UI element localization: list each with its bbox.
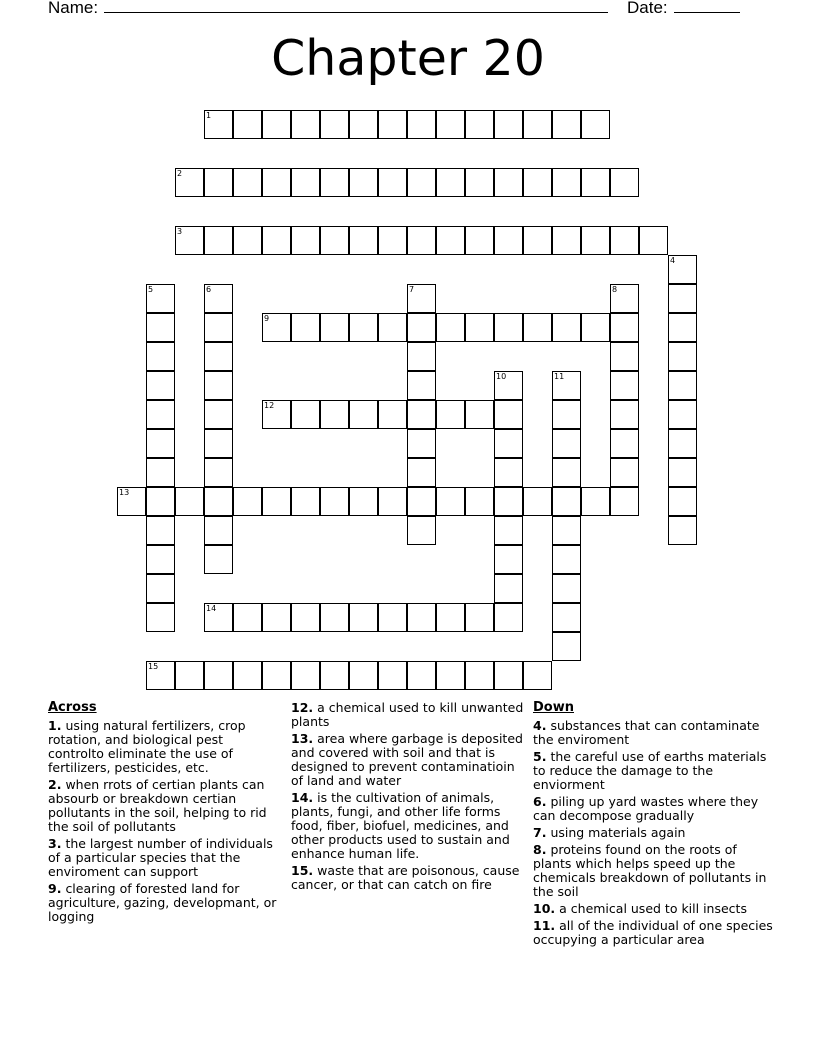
across-clues-continued [291, 701, 527, 895]
grid-cell[interactable] [349, 313, 378, 342]
grid-cell[interactable] [436, 661, 465, 690]
grid-cell[interactable] [291, 661, 320, 690]
across-clue [48, 882, 280, 924]
grid-cell[interactable] [523, 168, 552, 197]
clue-num: 6. [533, 794, 547, 809]
grid-cell[interactable] [146, 458, 175, 487]
clue-num: 4. [533, 718, 547, 733]
grid-cell[interactable] [465, 400, 494, 429]
grid-cell[interactable] [262, 168, 291, 197]
clue-num: 13. [291, 731, 314, 746]
down-clue [533, 902, 773, 916]
grid-cell[interactable] [436, 603, 465, 632]
grid-cell[interactable] [465, 661, 494, 690]
grid-cell[interactable] [175, 487, 204, 516]
grid-cell[interactable] [291, 313, 320, 342]
grid-cell[interactable] [552, 458, 581, 487]
clue-num: 1. [48, 718, 62, 733]
clue-text: a chemical used to kill unwanted plants [291, 700, 524, 729]
grid-cell[interactable] [378, 661, 407, 690]
grid-cell[interactable] [175, 661, 204, 690]
grid-cell[interactable] [291, 168, 320, 197]
grid-cell[interactable] [436, 400, 465, 429]
clue-num: 12. [291, 700, 314, 715]
across-clue [48, 837, 280, 879]
clue-number: 14 [206, 604, 217, 613]
grid-cell[interactable] [407, 110, 436, 139]
clue-num: 14. [291, 790, 314, 805]
clue-text: all of the individual of one species occupying a particular area [533, 918, 773, 947]
clue-text: a chemical used to kill insects [559, 901, 747, 916]
clue-text: proteins found on the roots of plants which helps speed up the chemicals breakdown of pollutants in the soil [533, 842, 767, 899]
grid-cell[interactable] [552, 168, 581, 197]
grid-cell[interactable] [262, 110, 291, 139]
grid-cell[interactable] [204, 400, 233, 429]
grid-cell[interactable] [262, 661, 291, 690]
clue-number: 9 [264, 314, 270, 323]
grid-cell[interactable] [523, 661, 552, 690]
down-clue [533, 750, 773, 792]
clue-num: 7. [533, 825, 547, 840]
down-clue [533, 843, 773, 899]
grid-cell[interactable] [204, 661, 233, 690]
clue-number: 6 [206, 285, 212, 294]
grid-cell[interactable] [349, 226, 378, 255]
clue-number: 2 [177, 169, 183, 178]
grid-cell[interactable] [233, 603, 262, 632]
grid-cell[interactable] [436, 487, 465, 516]
grid-cell[interactable] [407, 516, 436, 545]
grid-cell[interactable] [552, 313, 581, 342]
grid-cell[interactable] [581, 226, 610, 255]
grid-cell[interactable] [320, 400, 349, 429]
grid-cell[interactable] [407, 371, 436, 400]
clue-text: clearing of forested land for agriculture, gazing, developmant, or logging [48, 881, 277, 924]
clue-num: 15. [291, 863, 314, 878]
grid-cell[interactable] [320, 661, 349, 690]
grid-cell[interactable] [349, 603, 378, 632]
grid-cell[interactable] [320, 313, 349, 342]
grid-cell[interactable] [407, 661, 436, 690]
clue-number: 11 [554, 372, 565, 381]
grid-cell[interactable] [146, 603, 175, 632]
grid-cell[interactable] [233, 226, 262, 255]
clue-number: 4 [670, 256, 676, 265]
grid-cell[interactable] [610, 168, 639, 197]
grid-cell[interactable] [349, 168, 378, 197]
grid-cell[interactable] [436, 313, 465, 342]
grid-cell[interactable] [668, 284, 697, 313]
grid-cell[interactable] [204, 429, 233, 458]
grid-cell[interactable] [552, 226, 581, 255]
clue-number: 13 [119, 488, 130, 497]
grid-cell[interactable] [407, 168, 436, 197]
grid-cell[interactable] [320, 487, 349, 516]
grid-cell[interactable] [146, 342, 175, 371]
grid-cell[interactable] [494, 458, 523, 487]
grid-cell[interactable] [610, 458, 639, 487]
grid-cell[interactable] [465, 603, 494, 632]
grid-cell[interactable] [552, 110, 581, 139]
down-clue [533, 919, 773, 947]
grid-cell[interactable] [610, 371, 639, 400]
clue-number: 1 [206, 111, 212, 120]
grid-cell[interactable] [494, 516, 523, 545]
clue-num: 8. [533, 842, 547, 857]
clue-num: 3. [48, 836, 62, 851]
grid-cell[interactable] [668, 371, 697, 400]
grid-cell[interactable] [407, 400, 436, 429]
grid-cell[interactable] [146, 313, 175, 342]
clue-num: 2. [48, 777, 62, 792]
clue-number: 3 [177, 227, 183, 236]
grid-cell[interactable] [204, 516, 233, 545]
grid-cell[interactable] [146, 516, 175, 545]
grid-cell[interactable] [204, 342, 233, 371]
grid-cell[interactable] [552, 400, 581, 429]
grid-cell[interactable] [610, 487, 639, 516]
grid-cell[interactable] [291, 603, 320, 632]
down-clue [533, 795, 773, 823]
grid-cell[interactable] [494, 226, 523, 255]
clue-number: 8 [612, 285, 618, 294]
grid-cell[interactable] [204, 226, 233, 255]
grid-cell[interactable] [552, 574, 581, 603]
grid-cell[interactable] [581, 168, 610, 197]
grid-cell[interactable] [552, 516, 581, 545]
across-clue [291, 701, 527, 729]
clue-text: using materials again [550, 825, 686, 840]
down-clue [533, 719, 773, 747]
clue-text: the careful use of earths materials to reduce the damage to the enviorment [533, 749, 767, 792]
clue-number: 7 [409, 285, 415, 294]
clue-text: the largest number of individuals of a particular species that the enviroment can support [48, 836, 273, 879]
grid-cell[interactable] [494, 661, 523, 690]
across-clue [291, 791, 527, 861]
grid-cell[interactable] [552, 545, 581, 574]
clue-num: 5. [533, 749, 547, 764]
grid-cell[interactable] [378, 226, 407, 255]
across-clue [48, 719, 280, 775]
clue-number: 15 [148, 662, 159, 671]
grid-cell[interactable] [436, 110, 465, 139]
grid-cell[interactable] [233, 487, 262, 516]
grid-cell[interactable] [552, 487, 581, 516]
clue-num: 11. [533, 918, 556, 933]
grid-cell[interactable] [523, 226, 552, 255]
grid-cell[interactable] [320, 226, 349, 255]
clue-text: area where garbage is deposited and covered with soil and that is designed to prevent contaminatioin of land and water [291, 731, 523, 788]
grid-cell[interactable] [378, 400, 407, 429]
clue-number: 12 [264, 401, 275, 410]
grid-cell[interactable] [146, 545, 175, 574]
grid-cell[interactable] [668, 516, 697, 545]
grid-cell[interactable] [291, 487, 320, 516]
grid-cell[interactable] [494, 313, 523, 342]
grid-cell[interactable] [233, 168, 262, 197]
grid-cell[interactable] [349, 110, 378, 139]
clue-number: 5 [148, 285, 154, 294]
grid-cell[interactable] [523, 487, 552, 516]
grid-cell[interactable] [465, 110, 494, 139]
grid-cell[interactable] [610, 400, 639, 429]
grid-cell[interactable] [204, 313, 233, 342]
grid-cell[interactable] [349, 487, 378, 516]
grid-cell[interactable] [668, 458, 697, 487]
grid-cell[interactable] [349, 661, 378, 690]
grid-cell[interactable] [494, 487, 523, 516]
grid-cell[interactable] [581, 313, 610, 342]
grid-cell[interactable] [146, 400, 175, 429]
grid-cell[interactable] [407, 458, 436, 487]
grid-cell[interactable] [407, 429, 436, 458]
clue-num: 9. [48, 881, 62, 896]
grid-cell[interactable] [407, 342, 436, 371]
grid-cell[interactable] [668, 429, 697, 458]
grid-cell[interactable] [523, 110, 552, 139]
page-title: Chapter 20 [271, 30, 545, 87]
grid-cell[interactable] [465, 168, 494, 197]
grid-cell[interactable] [233, 110, 262, 139]
across-clue [291, 864, 527, 892]
grid-cell[interactable] [668, 487, 697, 516]
clue-number: 10 [496, 372, 507, 381]
grid-cell[interactable] [204, 168, 233, 197]
grid-cell[interactable] [320, 603, 349, 632]
grid-cell[interactable] [552, 429, 581, 458]
grid-cell[interactable] [320, 168, 349, 197]
clue-text: piling up yard wastes where they can decompose gradually [533, 794, 759, 823]
clue-num: 10. [533, 901, 556, 916]
grid-cell[interactable] [494, 603, 523, 632]
grid-cell[interactable] [610, 226, 639, 255]
grid-cell[interactable] [262, 487, 291, 516]
across-clues [48, 701, 280, 927]
across-clue [48, 778, 280, 834]
grid-cell[interactable] [494, 110, 523, 139]
grid-cell[interactable] [407, 603, 436, 632]
date-label: Date: [627, 0, 668, 17]
grid-cell[interactable] [146, 371, 175, 400]
grid-cell[interactable] [378, 313, 407, 342]
grid-cell[interactable] [291, 110, 320, 139]
grid-cell[interactable] [668, 313, 697, 342]
grid-cell[interactable] [262, 226, 291, 255]
grid-cell[interactable] [436, 168, 465, 197]
grid-cell[interactable] [494, 168, 523, 197]
grid-cell[interactable] [378, 168, 407, 197]
grid-cell[interactable] [291, 400, 320, 429]
clue-text: is the cultivation of animals, plants, fungi, and other life forms food, fiber, biofuel, medicines, and other products used to sustain and enhance human life. [291, 790, 510, 861]
grid-cell[interactable] [581, 487, 610, 516]
clue-text: waste that are poisonous, cause cancer, or that can catch on fire [291, 863, 520, 892]
grid-cell[interactable] [610, 429, 639, 458]
grid-cell[interactable] [523, 313, 552, 342]
grid-cell[interactable] [668, 342, 697, 371]
down-heading: Down [533, 700, 574, 715]
name-label: Name: [48, 0, 99, 17]
across-clue [291, 732, 527, 788]
grid-cell[interactable] [146, 574, 175, 603]
grid-cell[interactable] [291, 226, 320, 255]
grid-cell[interactable] [204, 458, 233, 487]
grid-cell[interactable] [262, 603, 291, 632]
grid-cell[interactable] [494, 429, 523, 458]
down-clues [533, 701, 773, 950]
grid-cell[interactable] [552, 603, 581, 632]
grid-cell[interactable] [146, 487, 175, 516]
grid-cell[interactable] [436, 226, 465, 255]
grid-cell[interactable] [668, 400, 697, 429]
grid-cell[interactable] [610, 342, 639, 371]
grid-cell[interactable] [320, 110, 349, 139]
grid-cell[interactable] [407, 226, 436, 255]
clue-text: using natural fertilizers, crop rotation, and biological pest controlto eliminate the use of fertilizers, pesticides, etc. [48, 718, 246, 775]
grid-cell[interactable] [552, 632, 581, 661]
clue-text: substances that can contaminate the enviroment [533, 718, 760, 747]
grid-cell[interactable] [146, 429, 175, 458]
grid-cell[interactable] [378, 487, 407, 516]
grid-cell[interactable] [465, 313, 494, 342]
grid-cell[interactable] [494, 545, 523, 574]
clue-text: when rrots of certian plants can absourb or breakdown certian pollutants in the soil, helping to rid the soil of pollutants [48, 777, 267, 834]
grid-cell[interactable] [494, 400, 523, 429]
grid-cell[interactable] [204, 371, 233, 400]
grid-cell[interactable] [639, 226, 668, 255]
down-clue [533, 826, 773, 840]
grid-cell[interactable] [465, 226, 494, 255]
grid-cell[interactable] [349, 400, 378, 429]
grid-cell[interactable] [494, 574, 523, 603]
grid-cell[interactable] [465, 487, 494, 516]
grid-cell[interactable] [581, 110, 610, 139]
grid-cell[interactable] [204, 545, 233, 574]
grid-cell[interactable] [610, 313, 639, 342]
grid-cell[interactable] [407, 313, 436, 342]
grid-cell[interactable] [378, 603, 407, 632]
grid-cell[interactable] [378, 110, 407, 139]
grid-cell[interactable] [204, 487, 233, 516]
grid-cell[interactable] [407, 487, 436, 516]
across-heading: Across [48, 700, 97, 715]
grid-cell[interactable] [233, 661, 262, 690]
